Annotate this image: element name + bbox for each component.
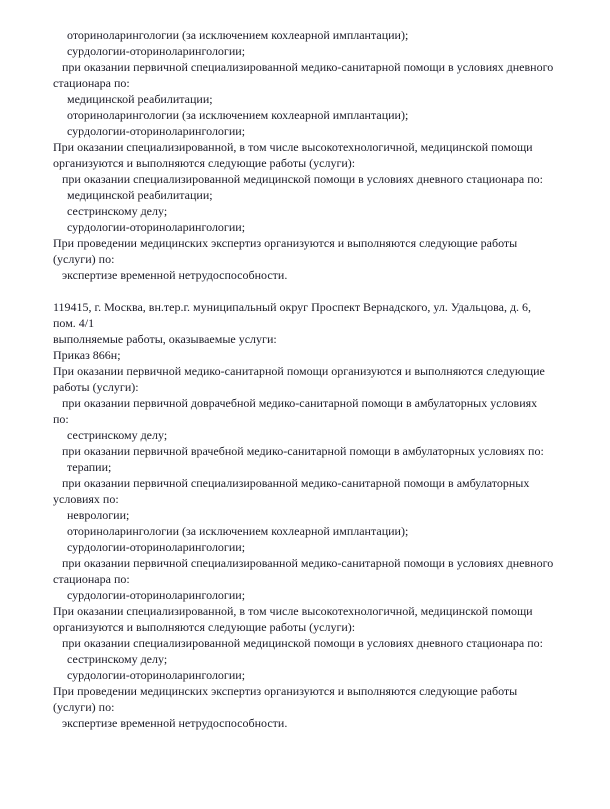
text-paragraph [53, 123, 598, 139]
text-paragraph [53, 299, 598, 331]
text-line: сурдологии-оториноларингологии; [67, 588, 246, 602]
text-line: 119415, г. Москва, вн.тер.г. муниципальный округ Проспект Вернадского, ул. Удальцова, д. 6, [53, 300, 532, 314]
works-services-continuation [53, 27, 598, 283]
address-119415-works-services [53, 299, 598, 731]
text-paragraph [53, 347, 598, 363]
text-line: стационара по: [53, 76, 130, 90]
text-line: пом. 4/1 [53, 316, 95, 330]
text-line: медицинской реабилитации; [67, 92, 213, 106]
text-paragraph [53, 219, 598, 235]
text-line: оториноларингологии (за исключением кохлеарной имплантации); [67, 108, 409, 122]
text-paragraph [53, 187, 598, 203]
document-page [53, 27, 598, 731]
text-line: сурдологии-оториноларингологии; [67, 44, 246, 58]
text-line: работы (услуги): [53, 380, 139, 394]
text-line: сестринскому делу; [67, 428, 168, 442]
text-line: оториноларингологии (за исключением кохлеарной имплантации); [67, 524, 409, 538]
text-line: при оказании первичной врачебной медико-санитарной помощи в амбулаторных условиях по: [62, 444, 544, 458]
text-paragraph [53, 43, 598, 59]
text-paragraph [53, 587, 598, 603]
text-line: При проведении медицинских экспертиз организуются и выполняются следующие работы [53, 684, 518, 698]
text-line: при оказании специализированной медицинской помощи в условиях дневного стационара по: [62, 172, 544, 186]
text-line: терапии; [67, 460, 112, 474]
text-paragraph [53, 427, 598, 443]
text-paragraph [53, 363, 598, 395]
text-line: При оказании первичной медико-санитарной помощи организуются и выполняются следующие [53, 364, 545, 378]
text-paragraph [53, 523, 598, 539]
text-paragraph [53, 27, 598, 43]
text-paragraph [53, 331, 598, 347]
text-paragraph [53, 507, 598, 523]
text-line: (услуги) по: [53, 252, 115, 266]
text-paragraph [53, 267, 598, 283]
text-line: при оказании первичной доврачебной медико-санитарной помощи в амбулаторных условиях [62, 396, 538, 410]
text-line: при оказании специализированной медицинской помощи в условиях дневного стационара по: [62, 636, 544, 650]
text-paragraph [53, 555, 598, 587]
text-paragraph [53, 443, 598, 459]
text-line: оториноларингологии (за исключением кохлеарной имплантации); [67, 28, 409, 42]
text-line: организуются и выполняются следующие работы (услуги): [53, 156, 356, 170]
text-line: стационара по: [53, 572, 130, 586]
text-line: экспертизе временной нетрудоспособности. [62, 716, 288, 730]
text-paragraph [53, 651, 598, 667]
text-paragraph [53, 603, 598, 635]
text-line: сестринскому делу; [67, 652, 168, 666]
text-paragraph [53, 683, 598, 715]
text-line: При оказании специализированной, в том числе высокотехнологичной, медицинской помощи [53, 140, 533, 154]
text-line: при оказании первичной специализированной медико-санитарной помощи в амбулаторных [62, 476, 530, 490]
text-paragraph [53, 395, 598, 427]
text-line: сурдологии-оториноларингологии; [67, 540, 246, 554]
text-paragraph [53, 459, 598, 475]
text-line: условиях по: [53, 492, 119, 506]
text-line: При оказании специализированной, в том числе высокотехнологичной, медицинской помощи [53, 604, 533, 618]
text-line: организуются и выполняются следующие работы (услуги): [53, 620, 356, 634]
text-paragraph [53, 715, 598, 731]
text-line: выполняемые работы, оказываемые услуги: [53, 332, 277, 346]
text-line: по: [53, 412, 69, 426]
text-line: экспертизе временной нетрудоспособности. [62, 268, 288, 282]
text-line: при оказании первичной специализированной медико-санитарной помощи в условиях дневного [62, 60, 554, 74]
text-line: сестринскому делу; [67, 204, 168, 218]
text-paragraph [53, 139, 598, 171]
text-paragraph [53, 59, 598, 91]
text-line: неврологии; [67, 508, 130, 522]
text-paragraph [53, 203, 598, 219]
text-line: (услуги) по: [53, 700, 115, 714]
text-line: сурдологии-оториноларингологии; [67, 668, 246, 682]
text-paragraph [53, 91, 598, 107]
text-paragraph [53, 635, 598, 651]
text-line: сурдологии-оториноларингологии; [67, 124, 246, 138]
text-paragraph [53, 235, 598, 267]
text-line: медицинской реабилитации; [67, 188, 213, 202]
text-paragraph [53, 539, 598, 555]
text-paragraph [53, 475, 598, 507]
text-line: Приказ 866н; [53, 348, 121, 362]
text-paragraph [53, 171, 598, 187]
text-line: При проведении медицинских экспертиз организуются и выполняются следующие работы [53, 236, 518, 250]
text-paragraph [53, 107, 598, 123]
text-line: при оказании первичной специализированной медико-санитарной помощи в условиях дневного [62, 556, 554, 570]
text-line: сурдологии-оториноларингологии; [67, 220, 246, 234]
text-paragraph [53, 667, 598, 683]
